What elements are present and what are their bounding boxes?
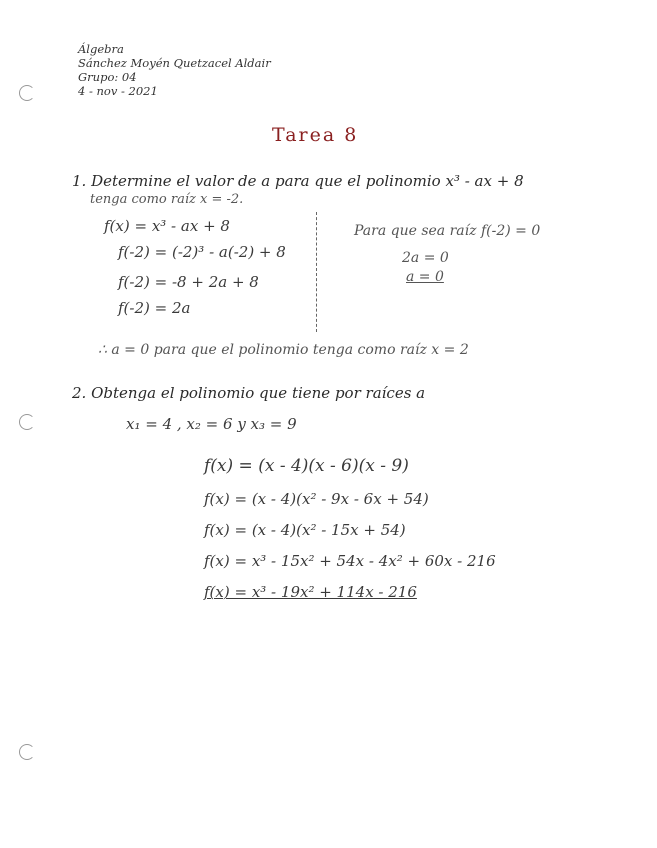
problem2-work-line-3: f(x) = (x - 4)(x² - 15x + 54) — [204, 521, 406, 539]
problem2-work-line-2: f(x) = (x - 4)(x² - 9x - 6x + 54) — [204, 490, 429, 508]
problem1-statement-line2: tenga como raíz x = -2. — [90, 192, 244, 207]
binder-hole-bottom — [19, 744, 35, 760]
binder-hole-top — [19, 85, 35, 101]
problem2-statement-line1: 2. Obtenga el polinomio que tiene por raíces a — [72, 384, 426, 402]
problem1-divider — [316, 212, 317, 332]
problem1-side-work-2: a = 0 — [406, 269, 444, 285]
problem1-side-work-1: 2a = 0 — [402, 250, 449, 266]
problem1-work-line-1: f(x) = x³ - ax + 8 — [104, 217, 230, 235]
header-date: 4 - nov - 2021 — [78, 84, 158, 98]
problem1-work-line-2: f(-2) = (-2)³ - a(-2) + 8 — [118, 243, 286, 261]
header-group: Grupo: 04 — [78, 70, 137, 84]
header-student-name: Sánchez Moyén Quetzacel Aldair — [78, 56, 271, 70]
problem2-work-line-4: f(x) = x³ - 15x² + 54x - 4x² + 60x - 216 — [204, 552, 496, 570]
problem1-work-line-3: f(-2) = -8 + 2a + 8 — [118, 273, 259, 291]
binder-hole-middle — [19, 414, 35, 430]
problem2-roots: x₁ = 4 , x₂ = 6 y x₃ = 9 — [126, 415, 297, 433]
problem1-statement-line1: 1. Determine el valor de a para que el polinomio x³ - ax + 8 — [72, 172, 524, 190]
problem1-side-note: Para que sea raíz f(-2) = 0 — [354, 223, 541, 239]
problem1-conclusion: ∴ a = 0 para que el polinomio tenga como raíz x = 2 — [98, 342, 469, 358]
problem2-work-line-1: f(x) = (x - 4)(x - 6)(x - 9) — [204, 456, 409, 476]
header-subject: Álgebra — [78, 42, 124, 56]
page-title: Tarea 8 — [272, 124, 359, 146]
problem1-work-line-4: f(-2) = 2a — [118, 299, 191, 317]
problem2-final-answer: f(x) = x³ - 19x² + 114x - 216 — [204, 583, 417, 601]
